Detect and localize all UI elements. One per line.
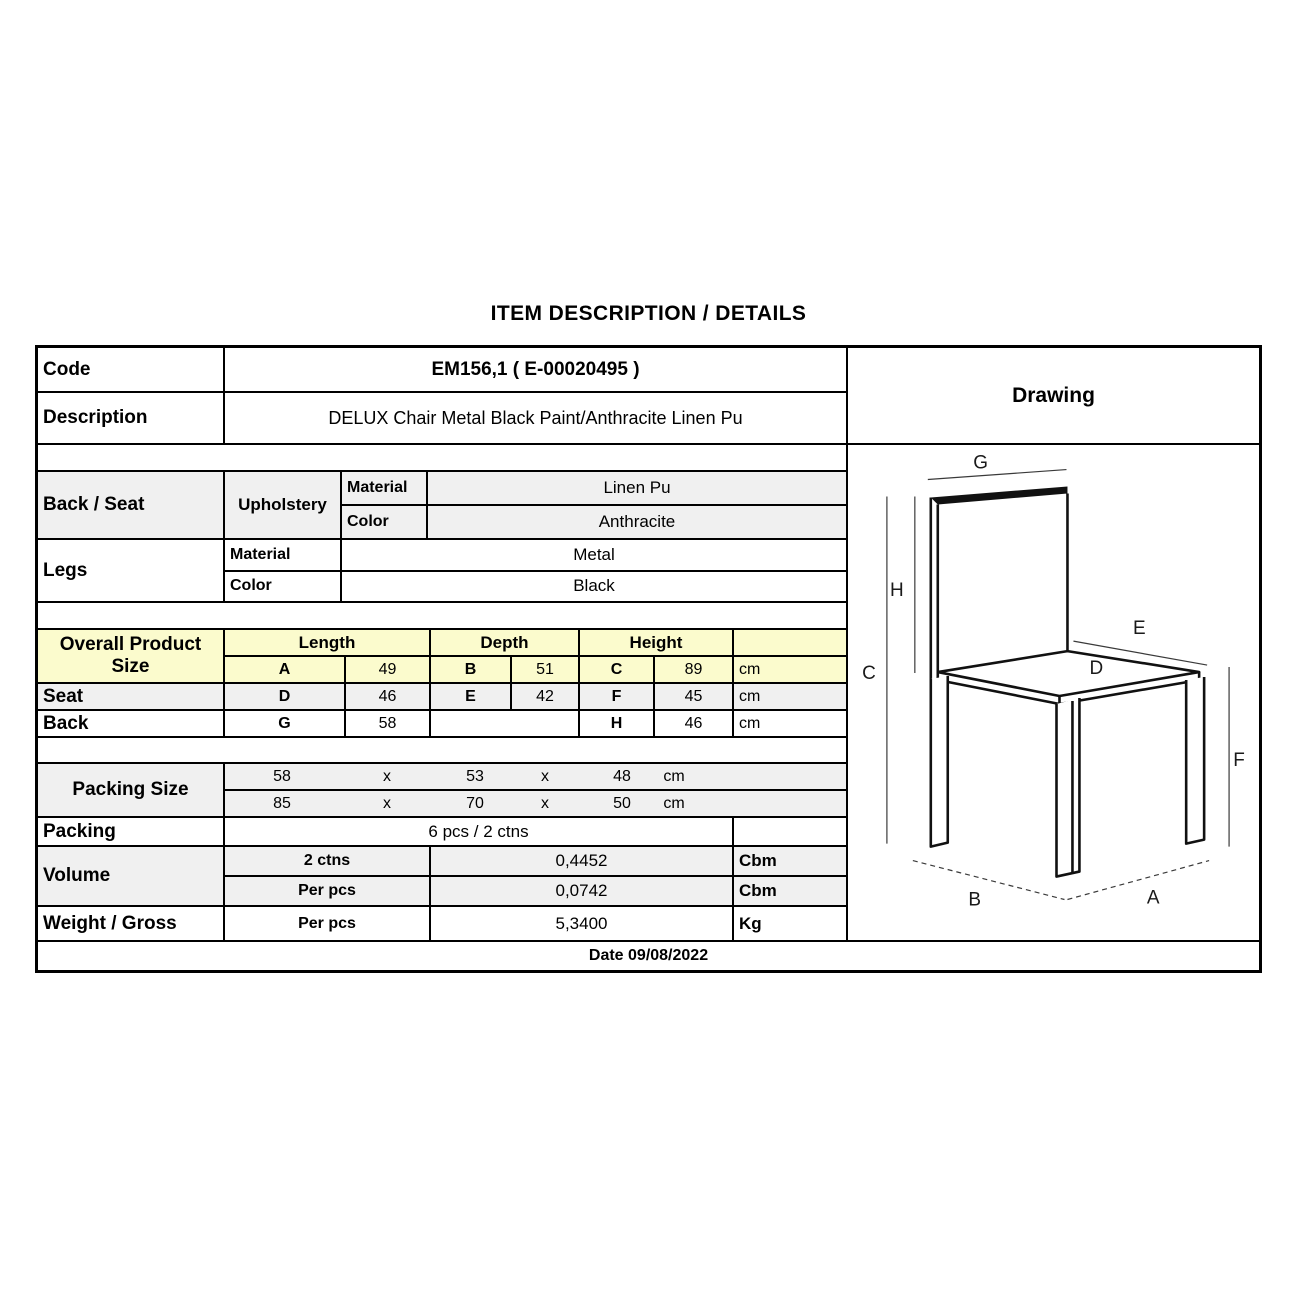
description-label: Description: [38, 393, 225, 443]
label-A: A: [1146, 887, 1160, 909]
label-F: F: [1233, 749, 1245, 771]
packing-dim: 70: [466, 794, 484, 812]
upholstery-material-label: Material: [342, 472, 428, 504]
packing-size-section: [38, 764, 846, 818]
volume-qty: 2 ctns: [225, 847, 431, 875]
dim-value: 51: [512, 657, 580, 682]
front-leg: [1056, 698, 1079, 877]
legs-section: [38, 540, 846, 603]
packing-times: x: [383, 767, 391, 785]
label-B: B: [968, 889, 982, 911]
drawing-panel: [846, 348, 1259, 940]
table-main: [38, 348, 1259, 942]
size-row-back: [38, 711, 846, 738]
dim-value: 46: [346, 684, 431, 709]
overall-size-subtable: [225, 630, 846, 682]
dim-value: 45: [655, 684, 734, 709]
label-D: D: [1089, 658, 1104, 680]
packing-dim: 85: [273, 794, 291, 812]
dim-line-A: [1067, 861, 1209, 900]
packing-size-values: [225, 791, 846, 816]
height-header: Height: [580, 630, 734, 655]
spacer-row: [38, 603, 846, 630]
empty-header-cell: [734, 630, 846, 655]
weight-label: Weight / Gross: [38, 907, 225, 940]
upholstery-material-value: Linen Pu: [603, 478, 671, 497]
packing-row: [38, 818, 846, 847]
upholstery-subtable: [342, 472, 846, 538]
size-row-seat: [38, 684, 846, 711]
volume-row: [225, 847, 846, 877]
back-label: Back: [38, 711, 225, 736]
packing-size-values: [225, 764, 846, 789]
weight-unit: Kg: [739, 913, 762, 933]
dim-letter: F: [580, 684, 655, 709]
packing-dim: 48: [613, 767, 631, 785]
dim-unit: cm: [739, 687, 761, 705]
weight-row: [38, 907, 846, 940]
dim-letter: A: [225, 657, 346, 682]
dim-letter: C: [580, 657, 655, 682]
dim-unit: cm: [739, 714, 761, 732]
packing-times: x: [383, 794, 391, 812]
packing-dim: 58: [273, 767, 291, 785]
upholstery-material-row: [342, 472, 846, 506]
weight-qty: Per pcs: [225, 907, 431, 940]
upholstery-label: Upholstery: [225, 472, 342, 538]
packing-size-row: [225, 791, 846, 816]
label-E: E: [1132, 618, 1146, 640]
weight-value: 5,3400: [431, 907, 734, 940]
dim-line-G: [928, 470, 1067, 480]
label-G: G: [973, 452, 989, 474]
packing-size-rows: [225, 764, 846, 816]
volume-qty: Per pcs: [225, 877, 431, 905]
empty-cell: [734, 818, 846, 845]
dim-letter: D: [225, 684, 346, 709]
item-details-table: [35, 345, 1262, 973]
description-row: [38, 393, 846, 445]
right-leg: [1186, 677, 1204, 844]
chair-drawing: [848, 445, 1259, 940]
legs-label: Legs: [38, 540, 225, 601]
spacer-row: [38, 445, 846, 472]
packing-times: x: [541, 767, 549, 785]
drawing-title: Drawing: [848, 348, 1259, 445]
length-header: Length: [225, 630, 431, 655]
dim-value: 42: [512, 684, 580, 709]
volume-unit: Cbm: [739, 881, 777, 900]
packing-unit: cm: [663, 794, 685, 812]
left-leg: [931, 676, 948, 847]
depth-header: Depth: [431, 630, 580, 655]
back-seat-section: [38, 472, 846, 540]
packing-times: x: [541, 794, 549, 812]
date-text: Date 09/08/2022: [588, 947, 709, 964]
code-label: Code: [38, 348, 225, 391]
seat-top: [938, 651, 1199, 696]
volume-label: Volume: [38, 847, 225, 905]
volume-value: 0,0742: [431, 877, 734, 905]
legs-subtable: [225, 540, 846, 601]
volume-value: 0,4452: [431, 847, 734, 875]
dim-letter: G: [225, 711, 346, 736]
dim-value: 49: [346, 657, 431, 682]
chair-line-drawing-svg: [848, 445, 1259, 940]
volume-row: [225, 877, 846, 905]
legs-material-label: Material: [225, 540, 342, 570]
spec-columns: [38, 348, 846, 940]
dim-letter: B: [431, 657, 512, 682]
legs-material-row: [225, 540, 846, 572]
packing-label: Packing: [38, 818, 225, 845]
dim-letter: E: [431, 684, 512, 709]
packing-size-label: Packing Size: [38, 764, 225, 816]
dim-value: 58: [346, 711, 431, 736]
backrest-top-edge: [931, 487, 1068, 505]
volume-section: [38, 847, 846, 907]
upholstery-color-value: Anthracite: [598, 512, 676, 531]
upholstery-color-label: Color: [342, 506, 428, 538]
dim-unit: cm: [739, 660, 761, 678]
size-dimension-header-row: [225, 630, 846, 657]
seat-label: Seat: [38, 684, 225, 709]
code-row: [38, 348, 846, 393]
volume-unit: Cbm: [739, 851, 777, 870]
packing-value: 6 pcs / 2 ctns: [225, 818, 734, 845]
label-H: H: [890, 580, 904, 602]
dim-line-B: [913, 861, 1065, 900]
dim-value: 89: [655, 657, 734, 682]
legs-color-label: Color: [225, 572, 342, 602]
overall-size-label: Overall Product Size: [38, 630, 225, 682]
packing-dim: 53: [466, 767, 484, 785]
description-value: DELUX Chair Metal Black Paint/Anthracite Linen Pu: [328, 407, 743, 428]
page-title: ITEM DESCRIPTION / DETAILS: [490, 302, 807, 325]
volume-rows: [225, 847, 846, 905]
packing-dim: 50: [613, 794, 631, 812]
overall-size-header: [38, 630, 846, 684]
legs-material-value: Metal: [573, 544, 615, 564]
code-value: EM156,1 ( E-00020495 ): [431, 358, 640, 380]
chair-outline: [931, 487, 1204, 877]
packing-unit: cm: [663, 767, 685, 785]
label-C: C: [862, 663, 876, 685]
upholstery-color-row: [342, 506, 846, 538]
dim-value: 46: [655, 711, 734, 736]
empty-dim-cell: [431, 711, 580, 736]
back-seat-label: Back / Seat: [38, 472, 225, 538]
date-row: [38, 942, 1259, 970]
packing-size-row: [225, 764, 846, 791]
spacer-row: [38, 738, 846, 764]
legs-color-value: Black: [573, 576, 615, 596]
legs-color-row: [225, 572, 846, 602]
dim-letter: H: [580, 711, 655, 736]
size-row-overall: [225, 657, 846, 682]
